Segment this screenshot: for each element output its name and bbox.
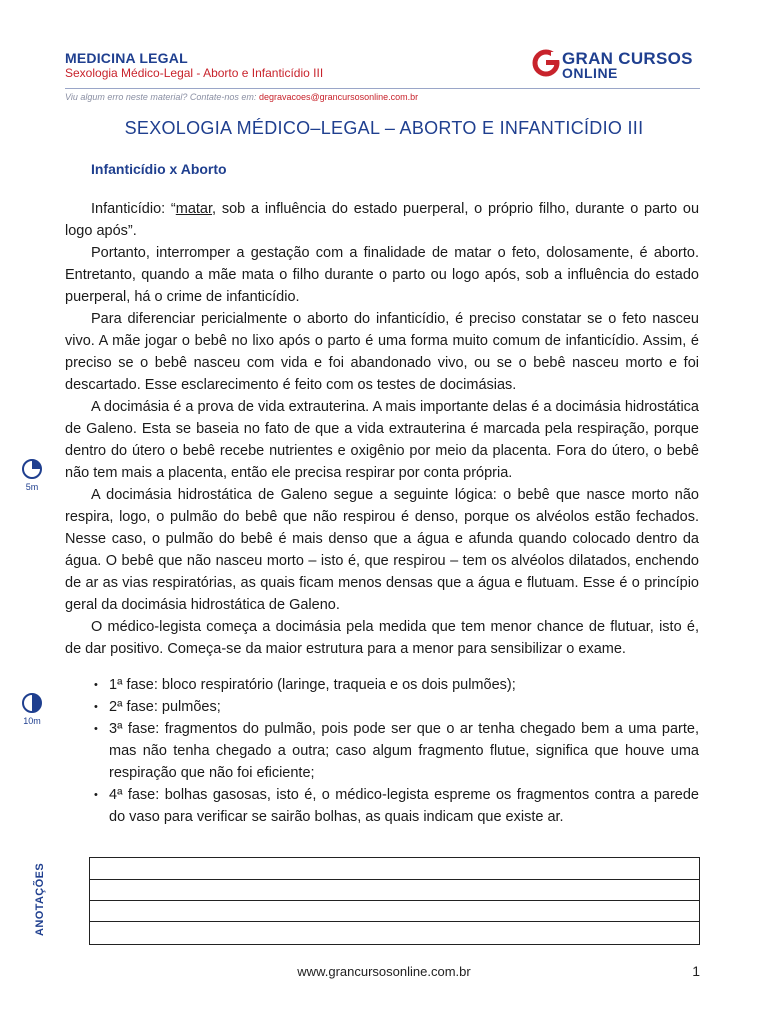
section-heading: Infanticídio x Aborto [91, 161, 227, 177]
quote-open: Infanticídio: “ [91, 201, 176, 217]
paragraph-5: A docimásia hidrostática de Galeno segue a seguinte lógica: o bebê que nasce morto não respira, logo, o pulmão do bebê que não respirou é denso, porque os alvéolos estão fechados. Nesse caso, o pulmão do bebê é mais denso que a água e afunda quando colocado dentro da água. O bebê que não nasceu morto – isto é, que respirou – tem os alvéolos dilatados, enchendo de ar as vias respiratórias, as quais ficam menos densas que a água e flutuam. Esse é o princípio geral da docimásia hidrostática de Galeno. [65, 487, 699, 613]
underlined-word: matar [175, 201, 213, 217]
timer-marker-10m [20, 692, 44, 726]
quote-rest: , sob a influência do estado puerperal, o próprio filho, durante o parto ou logo após”. [65, 201, 700, 239]
phase-list [65, 674, 699, 828]
list-item: • 4ª fase: bolhas gasosas, isto é, o médico-legista espreme os fragmentos contra a parede do vaso para verificar se sairão bolhas, as quais indicam que existe ar. [109, 784, 699, 828]
list-item: • 2ª fase: pulmões; [109, 696, 699, 718]
page-title: SEXOLOGIA MÉDICO–LEGAL – ABORTO E INFANTICÍDIO III [124, 118, 644, 138]
timer-marker-5m [20, 458, 44, 492]
footer-url[interactable]: www.grancursosonline.com.br [297, 964, 471, 979]
notes-line [90, 900, 699, 901]
timer-label: 5m [25, 482, 39, 492]
list-item: • 1ª fase: bloco respiratório (laringe, traqueia e os dois pulmões); [109, 674, 699, 696]
list-item: • 3ª fase: fragmentos do pulmão, pois pode ser que o ar tenha chegado bem a uma parte, mas não tenha chegado a outra; caso algum fragmento flutue, significa que houve uma respiração que não foi eficiente; [109, 718, 699, 784]
paragraph-3: Para diferenciar pericialmente o aborto do infanticídio, é preciso constatar se o feto nasceu vivo. A mãe jogar o bebê no lixo após o parto é uma forma muito comum de infanticídio. Assim, é preciso se o bebê nasceu com vida e foi abandonado vivo, ou se o bebê nasceu morto e foi descartado. Esse esclarecimento é feito com os testes de docimásias. [65, 311, 699, 393]
logo-g-icon [532, 48, 560, 78]
course-name: MEDICINA LEGAL [65, 50, 188, 66]
lesson-subtitle: Sexologia Médico-Legal - Aborto e Infanticídio III [65, 66, 324, 80]
paragraph-4: A docimásia é a prova de vida extrauterina. A mais importante delas é a docimásia hidrostática de Galeno. Esta se baseia no fato de que a vida extrauterina é marcada pela respiração, porque dentro do útero o bebê recebe nutrientes e oxigênio por meio da placenta. Fora do útero, o bebê não tem mais a placenta, então ele precisa respirar por conta própria. [65, 399, 699, 481]
paragraph-2: Portanto, interromper a gestação com a finalidade de matar o feto, dolosamente, é aborto. Entretanto, quando a mãe mata o filho durante o parto ou logo após, sob a influência do estado puerperal, há o crime de infanticídio. [65, 245, 699, 305]
logo-text-main: GRAN CURSOS [562, 49, 693, 68]
paragraph-1 [65, 198, 699, 242]
timer-label: 10m [23, 716, 41, 726]
notes-label: ANOTAÇÕES [34, 862, 46, 936]
timer-icon [21, 692, 43, 714]
gran-cursos-logo [532, 48, 702, 82]
document-body [65, 198, 699, 828]
error-report-email[interactable]: degravacoes@grancursosonline.com.br [258, 92, 419, 102]
logo-text-sub: ONLINE [562, 65, 618, 81]
error-report-notice [65, 92, 418, 102]
notes-line [90, 921, 699, 922]
notes-box[interactable] [89, 857, 700, 945]
timer-icon [21, 458, 43, 480]
document-header [65, 50, 323, 80]
error-report-text: Viu algum erro neste material? Contate-nos em: [65, 92, 257, 102]
page-number: 1 [692, 963, 700, 979]
notes-line [90, 879, 699, 880]
header-divider [65, 88, 700, 89]
paragraph-6: O médico-legista começa a docimásia pela medida que tem menor chance de flutuar, isto é, de dar positivo. Começa-se da maior estrutura para a menor para sensibilizar o exame. [65, 619, 699, 657]
